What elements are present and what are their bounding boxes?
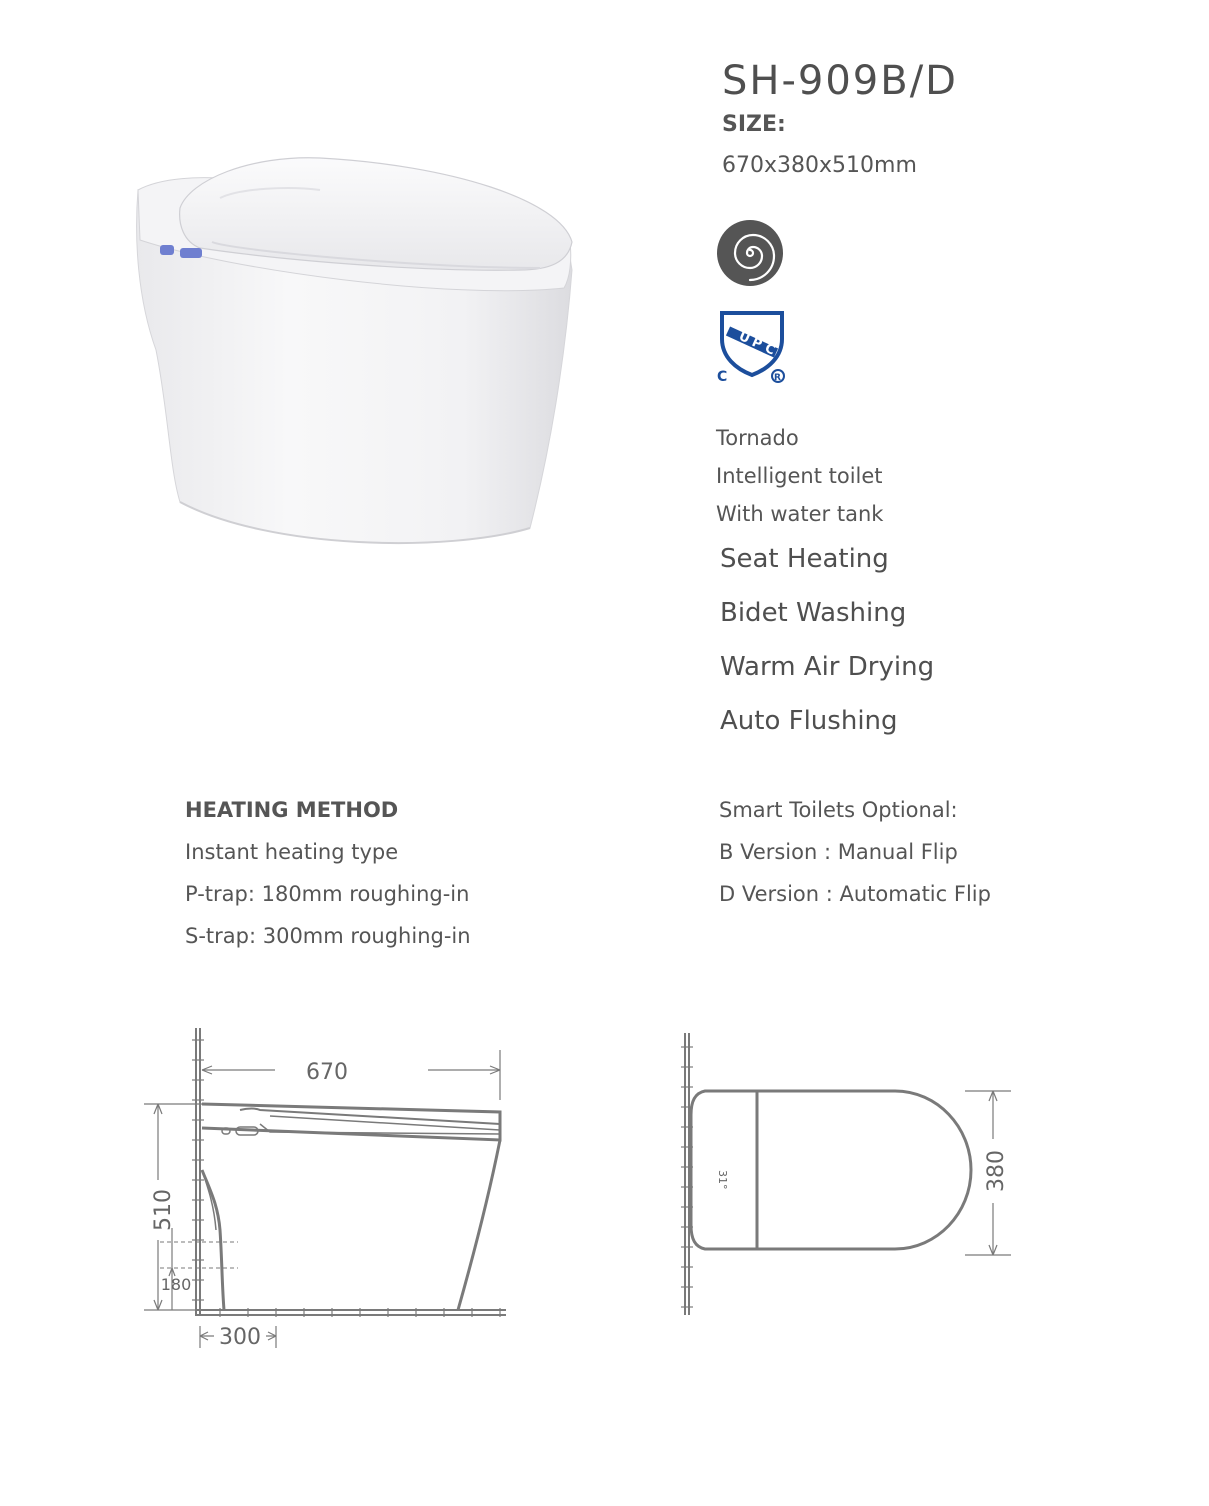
description-line-3: With water tank [716,502,884,526]
p-trap-spec: P-trap: 180mm roughing-in [185,882,470,906]
cupc-certification-icon [716,309,788,385]
cert-letter-c: C [762,340,778,359]
s-trap-dimension: 300 [219,1325,261,1350]
size-label: SIZE: [722,112,786,137]
top-view-mark: 31° [716,1170,729,1190]
width-dimension: 380 [984,1150,1009,1192]
option-d-version: D Version : Automatic Flip [719,882,991,906]
s-trap-spec: S-trap: 300mm roughing-in [185,924,471,948]
heating-type: Instant heating type [185,840,399,864]
cert-letter-u: U [736,328,753,347]
description-line-2: Intelligent toilet [716,464,883,488]
tornado-swirl-icon [716,219,784,287]
options-title: Smart Toilets Optional: [719,798,958,822]
option-b-version: B Version : Manual Flip [719,840,958,864]
description-line-1: Tornado [716,426,799,450]
toilet-product-image [120,150,590,560]
length-dimension: 670 [306,1060,348,1085]
feature-seat-heating: Seat Heating [720,544,889,574]
heating-method-title: HEATING METHOD [185,798,399,822]
feature-warm-air-drying: Warm Air Drying [720,652,935,682]
height-dimension: 510 [151,1189,176,1231]
feature-bidet-washing: Bidet Washing [720,598,907,628]
side-view-drawing [130,1020,530,1360]
p-trap-dimension: 180 [160,1275,192,1294]
cert-letter-c-left: C [717,369,728,385]
model-number: SH-909B/D [722,58,958,104]
cert-letter-p: P [749,334,765,353]
feature-auto-flushing: Auto Flushing [720,706,898,736]
top-view-drawing [675,1025,1025,1315]
size-value: 670x380x510mm [722,153,917,178]
cert-registered-mark: R [774,373,781,383]
